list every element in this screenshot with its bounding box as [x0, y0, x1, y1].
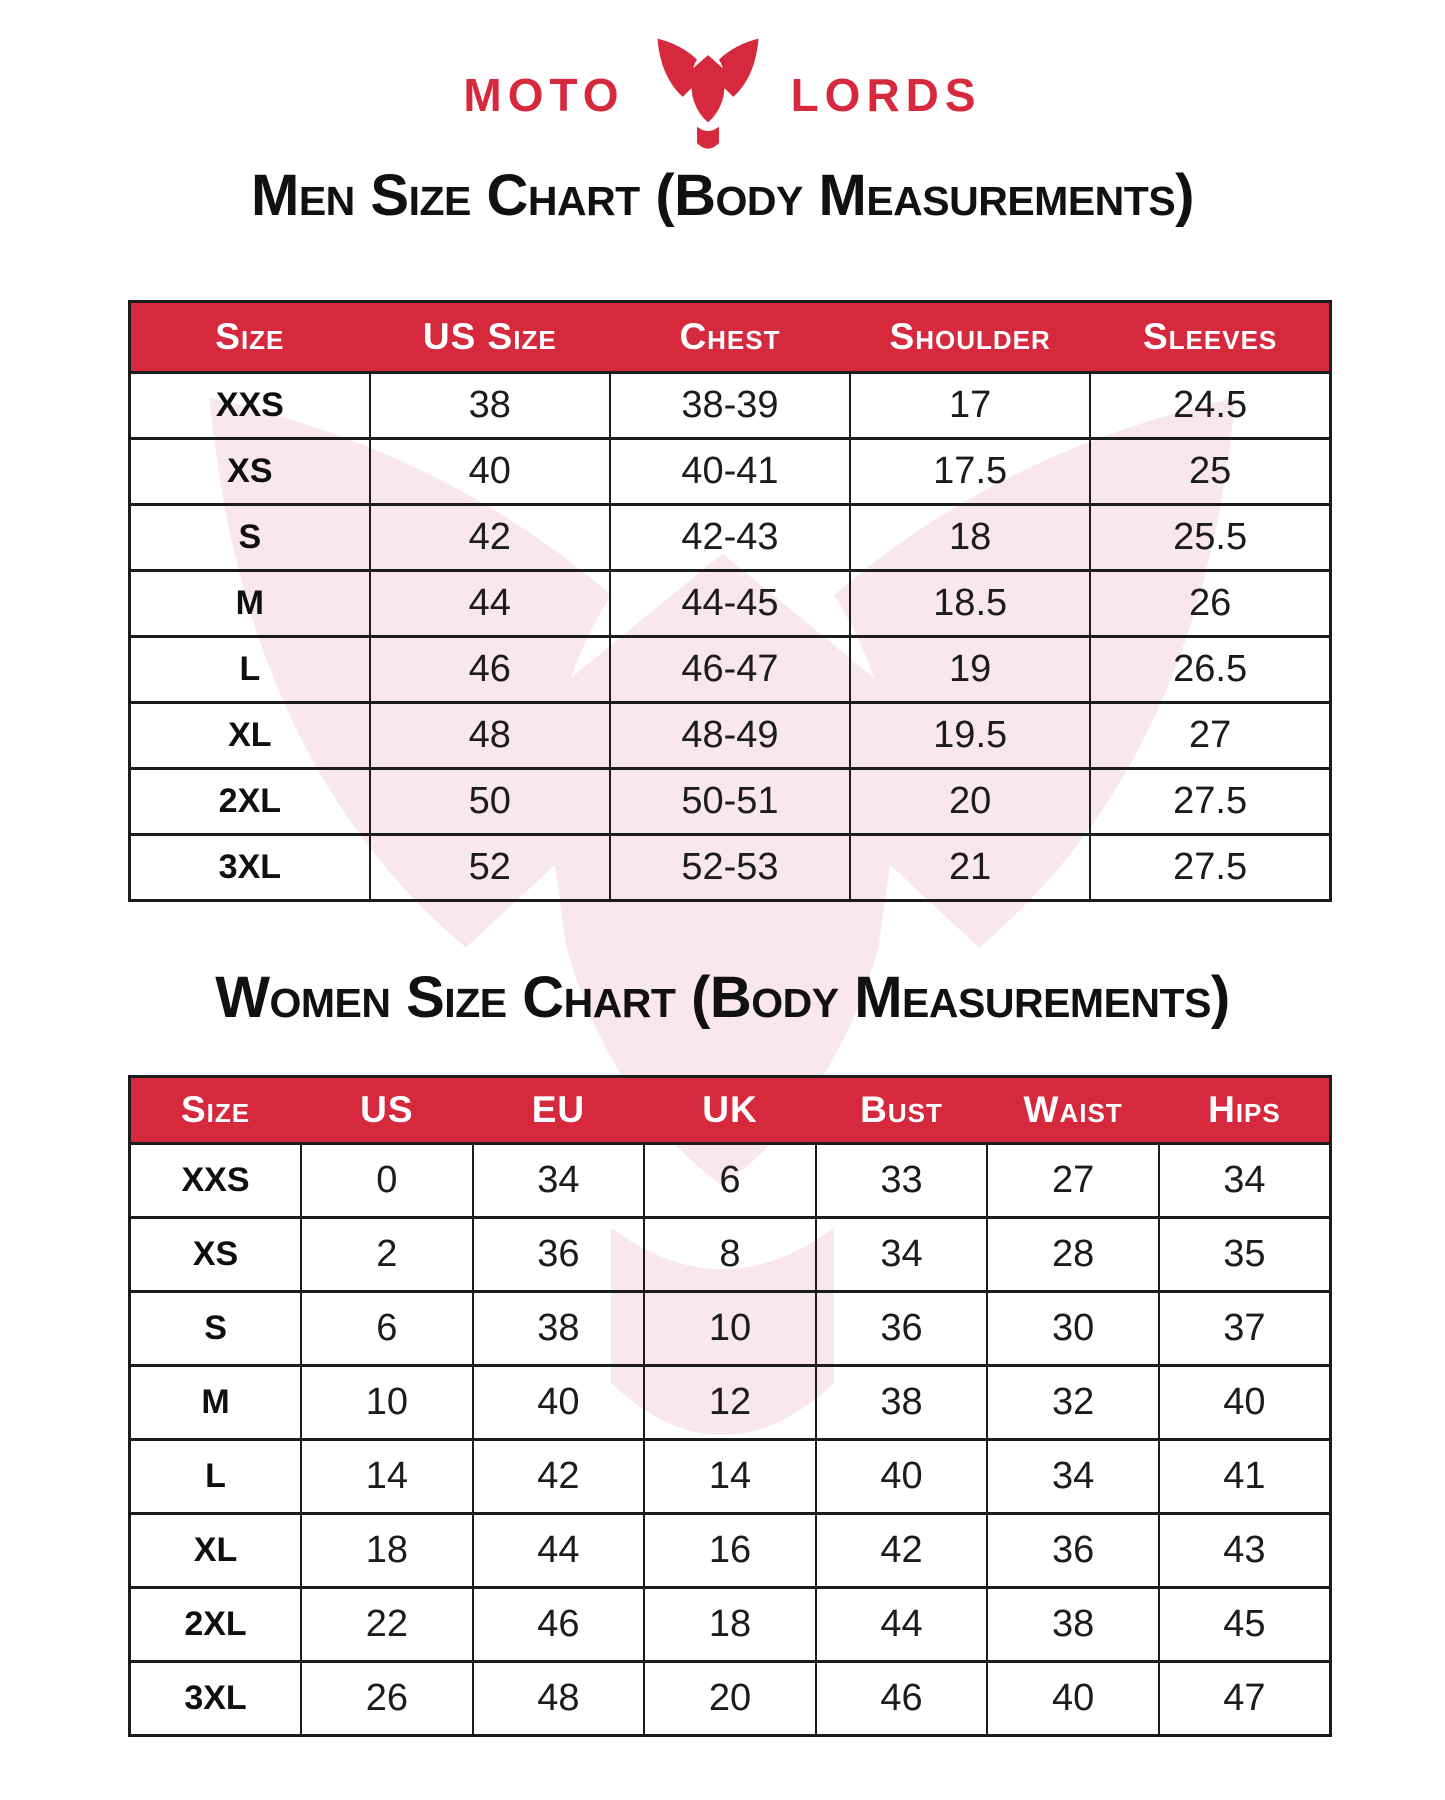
measurement-cell: 36 [987, 1514, 1159, 1588]
size-label-cell: XS [130, 439, 370, 505]
table-row [130, 1588, 1331, 1662]
size-label-cell: XL [130, 1514, 302, 1588]
measurement-cell: 18.5 [850, 571, 1090, 637]
measurement-cell: 41 [1159, 1440, 1331, 1514]
measurement-cell: 42 [473, 1440, 645, 1514]
table-row [130, 439, 1331, 505]
measurement-cell: 10 [644, 1292, 816, 1366]
measurement-cell: 44 [370, 571, 610, 637]
measurement-cell: 19.5 [850, 703, 1090, 769]
table-row [130, 1440, 1331, 1514]
measurement-cell: 22 [301, 1588, 473, 1662]
measurement-cell: 44 [473, 1514, 645, 1588]
logo-text-moto: MOTO [463, 69, 625, 121]
measurement-cell: 46-47 [610, 637, 850, 703]
men-size-table [128, 300, 1332, 902]
size-label-cell: 3XL [130, 835, 370, 901]
measurement-cell: 30 [987, 1292, 1159, 1366]
measurement-cell: 40-41 [610, 439, 850, 505]
measurement-cell: 40 [370, 439, 610, 505]
measurement-cell: 46 [816, 1662, 988, 1736]
measurement-cell: 18 [301, 1514, 473, 1588]
size-label-cell: 3XL [130, 1662, 302, 1736]
measurement-cell: 34 [816, 1218, 988, 1292]
table-row [130, 1144, 1331, 1218]
measurement-cell: 48 [473, 1662, 645, 1736]
measurement-cell: 36 [473, 1218, 645, 1292]
column-header: US Size [370, 302, 610, 373]
measurement-cell: 47 [1159, 1662, 1331, 1736]
measurement-cell: 40 [473, 1366, 645, 1440]
measurement-cell: 18 [644, 1588, 816, 1662]
measurement-cell: 19 [850, 637, 1090, 703]
measurement-cell: 20 [644, 1662, 816, 1736]
column-header: Sleeves [1090, 302, 1330, 373]
size-label-cell: XXS [130, 373, 370, 439]
measurement-cell: 38 [370, 373, 610, 439]
measurement-cell: 8 [644, 1218, 816, 1292]
size-label-cell: S [130, 1292, 302, 1366]
column-header: Chest [610, 302, 850, 373]
column-header: Size [130, 302, 370, 373]
column-header: US [301, 1077, 473, 1144]
table-row [130, 769, 1331, 835]
measurement-cell: 14 [644, 1440, 816, 1514]
measurement-cell: 44 [816, 1588, 988, 1662]
column-header: EU [473, 1077, 645, 1144]
measurement-cell: 20 [850, 769, 1090, 835]
measurement-cell: 38 [987, 1588, 1159, 1662]
column-header: Hips [1159, 1077, 1331, 1144]
measurement-cell: 48-49 [610, 703, 850, 769]
women-chart-title: Women Size Chart (Body Measurements) [215, 965, 1230, 1030]
measurement-cell: 28 [987, 1218, 1159, 1292]
measurement-cell: 25 [1090, 439, 1330, 505]
size-label-cell: M [130, 1366, 302, 1440]
column-header: Size [130, 1077, 302, 1144]
table-row [130, 1366, 1331, 1440]
brand-logo [0, 30, 1445, 160]
measurement-cell: 18 [850, 505, 1090, 571]
measurement-cell: 34 [1159, 1144, 1331, 1218]
men-chart-title: Men Size Chart (Body Measurements) [251, 163, 1194, 228]
measurement-cell: 17 [850, 373, 1090, 439]
measurement-cell: 37 [1159, 1292, 1331, 1366]
measurement-cell: 21 [850, 835, 1090, 901]
size-label-cell: L [130, 637, 370, 703]
measurement-cell: 42 [816, 1514, 988, 1588]
measurement-cell: 25.5 [1090, 505, 1330, 571]
measurement-cell: 48 [370, 703, 610, 769]
table-row [130, 1292, 1331, 1366]
measurement-cell: 26.5 [1090, 637, 1330, 703]
measurement-cell: 43 [1159, 1514, 1331, 1588]
logo-text-lords: LORDS [790, 69, 982, 121]
measurement-cell: 27.5 [1090, 769, 1330, 835]
measurement-cell: 52 [370, 835, 610, 901]
measurement-cell: 50 [370, 769, 610, 835]
size-label-cell: L [130, 1440, 302, 1514]
measurement-cell: 2 [301, 1218, 473, 1292]
measurement-cell: 27 [1090, 703, 1330, 769]
column-header: Shoulder [850, 302, 1090, 373]
measurement-cell: 26 [301, 1662, 473, 1736]
table-row [130, 703, 1331, 769]
women-table-header-row [130, 1077, 1331, 1144]
measurement-cell: 50-51 [610, 769, 850, 835]
measurement-cell: 0 [301, 1144, 473, 1218]
column-header: UK [644, 1077, 816, 1144]
size-label-cell: S [130, 505, 370, 571]
measurement-cell: 33 [816, 1144, 988, 1218]
measurement-cell: 46 [370, 637, 610, 703]
table-row [130, 1514, 1331, 1588]
measurement-cell: 36 [816, 1292, 988, 1366]
measurement-cell: 34 [987, 1440, 1159, 1514]
column-header: Bust [816, 1077, 988, 1144]
measurement-cell: 45 [1159, 1588, 1331, 1662]
size-label-cell: 2XL [130, 769, 370, 835]
measurement-cell: 42 [370, 505, 610, 571]
size-label-cell: XL [130, 703, 370, 769]
measurement-cell: 40 [816, 1440, 988, 1514]
measurement-cell: 40 [1159, 1366, 1331, 1440]
measurement-cell: 38-39 [610, 373, 850, 439]
table-row [130, 373, 1331, 439]
measurement-cell: 17.5 [850, 439, 1090, 505]
measurement-cell: 44-45 [610, 571, 850, 637]
size-label-cell: M [130, 571, 370, 637]
measurement-cell: 10 [301, 1366, 473, 1440]
size-label-cell: 2XL [130, 1588, 302, 1662]
measurement-cell: 6 [644, 1144, 816, 1218]
measurement-cell: 32 [987, 1366, 1159, 1440]
bull-horns-logo-icon [653, 36, 763, 160]
column-header: Waist [987, 1077, 1159, 1144]
measurement-cell: 6 [301, 1292, 473, 1366]
measurement-cell: 52-53 [610, 835, 850, 901]
measurement-cell: 38 [473, 1292, 645, 1366]
table-row [130, 637, 1331, 703]
measurement-cell: 40 [987, 1662, 1159, 1736]
measurement-cell: 27 [987, 1144, 1159, 1218]
measurement-cell: 12 [644, 1366, 816, 1440]
measurement-cell: 27.5 [1090, 835, 1330, 901]
table-row [130, 571, 1331, 637]
measurement-cell: 35 [1159, 1218, 1331, 1292]
measurement-cell: 16 [644, 1514, 816, 1588]
size-label-cell: XXS [130, 1144, 302, 1218]
table-row [130, 1218, 1331, 1292]
men-table-header-row [130, 302, 1331, 373]
measurement-cell: 38 [816, 1366, 988, 1440]
table-row [130, 1662, 1331, 1736]
table-row [130, 505, 1331, 571]
measurement-cell: 26 [1090, 571, 1330, 637]
women-size-table [128, 1075, 1332, 1737]
measurement-cell: 46 [473, 1588, 645, 1662]
measurement-cell: 34 [473, 1144, 645, 1218]
measurement-cell: 42-43 [610, 505, 850, 571]
table-row [130, 835, 1331, 901]
size-label-cell: XS [130, 1218, 302, 1292]
measurement-cell: 14 [301, 1440, 473, 1514]
measurement-cell: 24.5 [1090, 373, 1330, 439]
